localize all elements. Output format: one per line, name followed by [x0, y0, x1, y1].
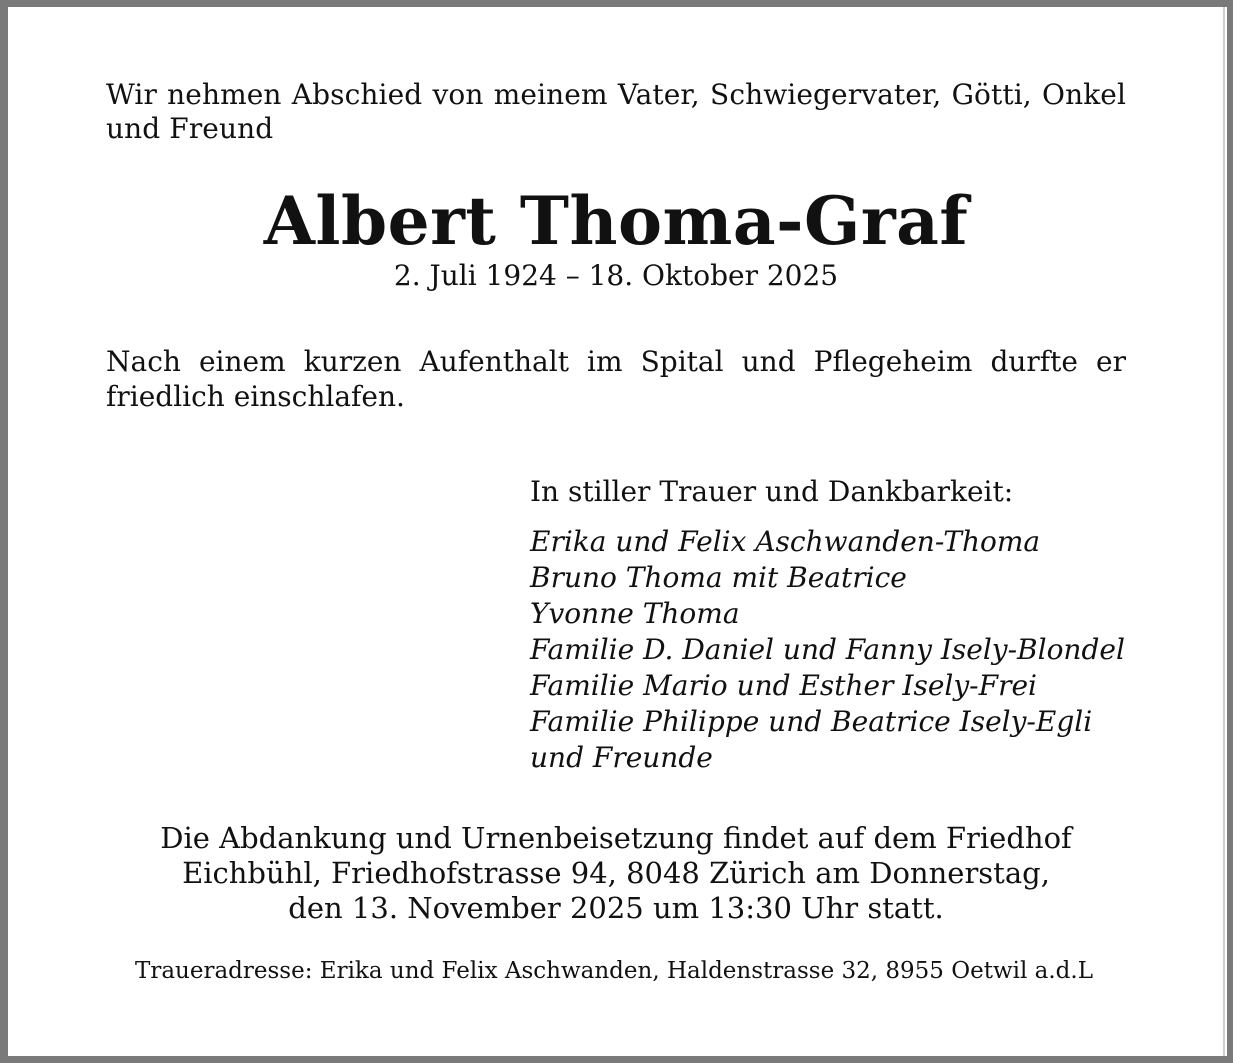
mourner-name: Yvonne Thoma: [530, 597, 740, 630]
ceremony-info: [106, 821, 1126, 926]
ceremony-line: Die Abdankung und Urnenbeisetzung findet auf dem Friedhof: [160, 821, 1072, 855]
mourner-name: Familie Mario und Esther Isely-Frei: [530, 669, 1037, 702]
deceased-name: Albert Thoma-Graf: [263, 182, 969, 260]
mourners-block: [530, 474, 1126, 776]
mourner-name: Bruno Thoma mit Beatrice: [530, 561, 907, 594]
mourner-name: Erika und Felix Aschwanden-Thoma: [530, 525, 1041, 558]
life-dates: 2. Juli 1924 – 18. Oktober 2025: [393, 259, 839, 292]
mourner-name: Familie Philippe und Beatrice Isely-Egli: [530, 705, 1093, 738]
mourners-heading: In stiller Trauer und Dankbarkeit:: [530, 475, 1014, 508]
ceremony-line: den 13. November 2025 um 13:30 Uhr statt.: [288, 891, 944, 925]
passing-message: Nach einem kurzen Aufenthalt im Spital und Pflegeheim durfte er friedlich einschlafen.: [106, 345, 1126, 413]
frame-edge-line: [1223, 7, 1225, 1056]
mourning-address: Traueradresse: Erika und Felix Aschwanden, Haldenstrasse 32, 8955 Oetwil a.d.L: [135, 958, 1093, 984]
intro-text: Wir nehmen Abschied von meinem Vater, Schwiegervater, Götti, Onkel und Freund: [106, 78, 1126, 145]
mourner-name: Familie D. Daniel und Fanny Isely-Blondel: [530, 633, 1125, 666]
mourners-list: [530, 524, 1126, 776]
obituary-notice: [106, 78, 1126, 986]
mourner-name: und Freunde: [530, 741, 713, 774]
ceremony-line: Eichbühl, Friedhofstrasse 94, 8048 Zürich am Donnerstag,: [182, 856, 1050, 890]
